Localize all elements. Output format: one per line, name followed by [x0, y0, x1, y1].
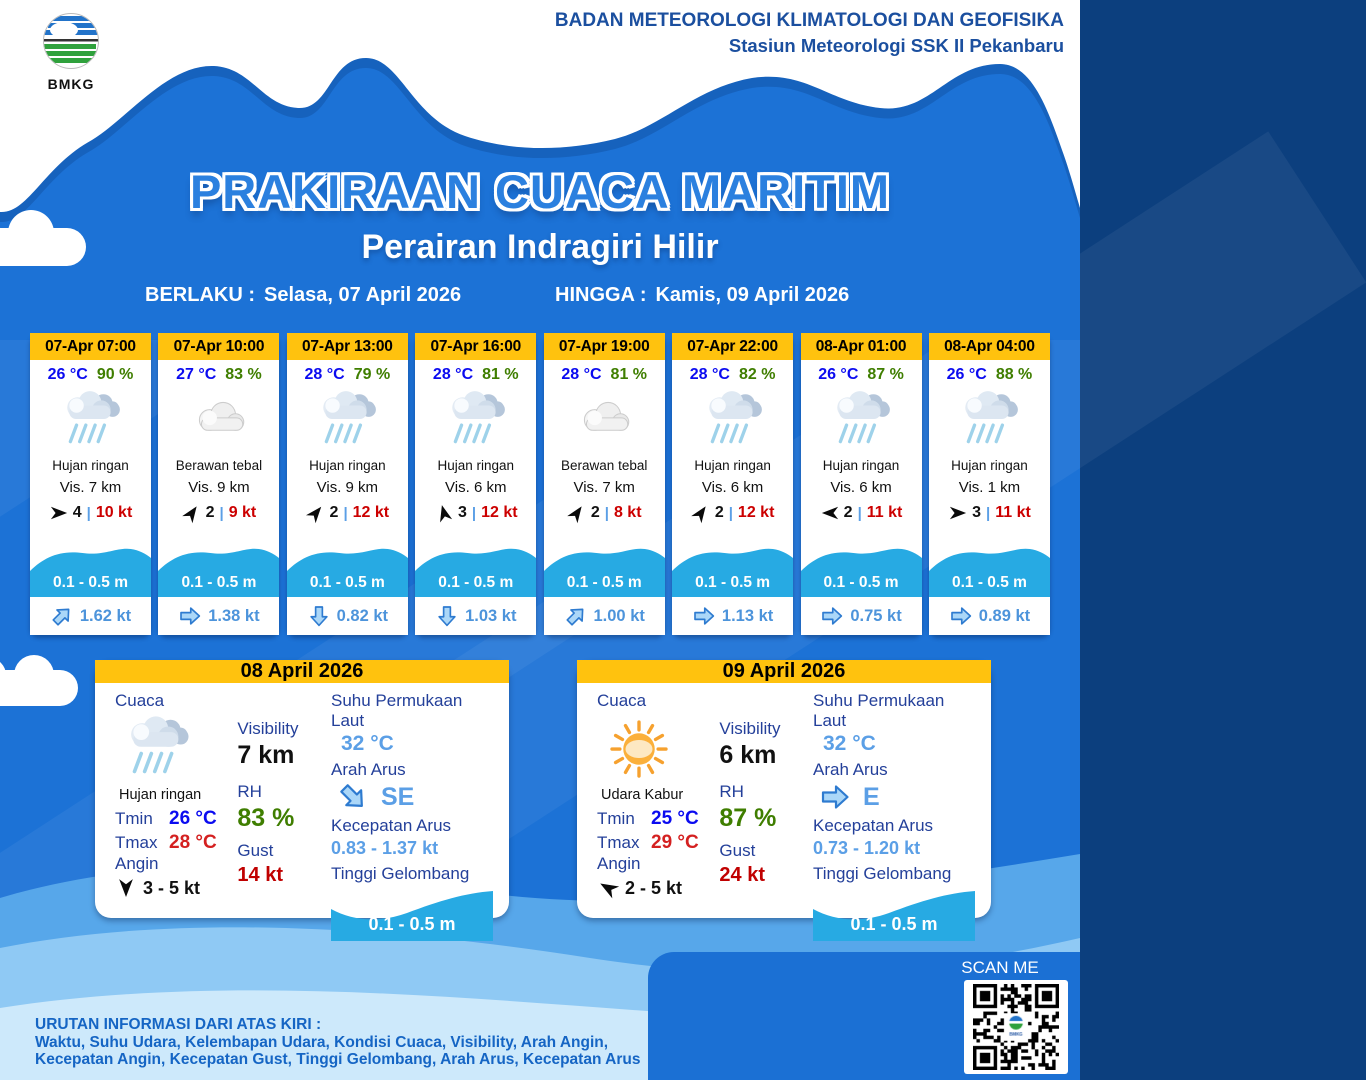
air-temperature: 26 °C — [47, 366, 88, 383]
visibility-value: 6 km — [730, 479, 764, 496]
current-direction-icon — [45, 599, 79, 633]
relative-humidity: 82 % — [738, 366, 776, 383]
visibility-column — [237, 691, 331, 941]
tmax-label: Tmax — [115, 833, 158, 852]
wind-range: 3 - 5 kt — [143, 877, 201, 898]
gust-value: 24 kt — [719, 864, 765, 886]
wind-direction-icon — [49, 503, 69, 523]
wind-direction-icon — [432, 501, 456, 525]
wind-speed: 12 kt — [352, 504, 390, 521]
wind-force: 2 — [205, 504, 215, 521]
gust-label: Gust — [719, 841, 756, 860]
legend-note-title: URUTAN INFORMASI DARI ATAS KIRI : — [35, 1016, 322, 1033]
current-speed: 0.89 kt — [978, 606, 1031, 625]
wind-speed: 11 kt — [995, 504, 1031, 521]
tmax-label: Tmax — [597, 833, 640, 852]
separator: | — [728, 504, 733, 522]
hourly-forecast-card — [929, 333, 1050, 635]
cuaca-label: Cuaca — [115, 691, 165, 710]
wind-row — [30, 503, 151, 523]
weather-icon — [801, 384, 922, 458]
weather-icon — [544, 384, 665, 458]
relative-humidity: 79 % — [353, 366, 391, 383]
weather-column — [115, 691, 237, 941]
area-subtitle: Perairan Indragiri Hilir — [361, 228, 719, 266]
visibility-label: Vis. — [573, 479, 599, 496]
current-direction-icon — [178, 604, 202, 628]
forecast-time: 08-Apr 01:00 — [801, 333, 922, 360]
bmkg-logo — [34, 12, 108, 92]
wave-height-label: Tinggi Gelombang — [813, 864, 952, 883]
temp-humidity-row — [415, 360, 536, 384]
weather-condition: Hujan ringan — [822, 458, 900, 473]
rh-value: 87 % — [719, 804, 777, 832]
scan-me-label: SCAN ME — [961, 958, 1039, 977]
weather-icon — [158, 384, 279, 458]
wave-height: 0.1 - 0.5 m — [438, 574, 514, 591]
temp-humidity-row — [929, 360, 1050, 384]
wave-height-label: Tinggi Gelombang — [331, 864, 470, 883]
relative-humidity: 83 % — [225, 366, 262, 383]
angin-label: Angin — [115, 854, 159, 873]
tmax-value: 29 °C — [651, 832, 699, 853]
wave-height-value: 0.1 - 0.5 m — [368, 914, 456, 934]
wind-force: 3 — [457, 504, 467, 521]
current-direction-icon — [949, 604, 973, 628]
visibility — [801, 479, 922, 496]
wave-height-band — [287, 545, 408, 597]
visibility-value: 6 km — [859, 479, 892, 496]
wave-height-band — [158, 545, 279, 597]
wind-speed: 10 kt — [95, 504, 133, 521]
tmax-value: 28 °C — [169, 832, 217, 853]
wind-direction-icon — [563, 499, 591, 527]
wave-height-band — [672, 545, 793, 597]
weather-icon — [597, 711, 719, 787]
relative-humidity: 81 % — [610, 366, 648, 383]
hourly-forecast-card — [544, 333, 665, 635]
current-row — [158, 597, 279, 635]
current-speed-label: Kecepatan Arus — [813, 816, 934, 835]
separator: | — [86, 504, 91, 522]
current-row — [929, 597, 1050, 635]
agency-header — [555, 10, 1064, 57]
temp-humidity-row — [30, 360, 151, 384]
relative-humidity: 90 % — [96, 366, 134, 383]
wind-speed: 12 kt — [737, 504, 775, 521]
current-row — [30, 597, 151, 635]
wind-force: 2 — [590, 504, 600, 521]
daily-forecast-card — [577, 660, 991, 934]
wind-force: 3 — [972, 504, 981, 521]
weather-icon — [929, 384, 1050, 458]
wave-height: 0.1 - 0.5 m — [309, 574, 385, 591]
hourly-forecast-card — [30, 333, 151, 635]
wind-force: 2 — [329, 504, 339, 521]
air-temperature: 28 °C — [432, 366, 474, 383]
bmkg-logo-label: BMKG — [47, 76, 95, 92]
wind-range: 2 - 5 kt — [625, 877, 683, 898]
visibility-value: 9 km — [345, 479, 379, 496]
wave-height-band — [544, 545, 665, 597]
wind-speed: 11 kt — [866, 504, 903, 521]
wave-height-band — [929, 545, 1050, 597]
wind-direction-icon — [115, 877, 137, 899]
valid-from: BERLAKU : Selasa, 07 April 2026 — [145, 284, 462, 306]
current-speed: 0.75 kt — [850, 606, 902, 625]
wave-height-band — [415, 545, 536, 597]
forecast-time: 07-Apr 13:00 — [287, 333, 408, 360]
hourly-forecast-card — [287, 333, 408, 635]
relative-humidity: 81 % — [482, 366, 519, 383]
visibility — [158, 479, 279, 496]
visibility-value: 7 km — [88, 479, 122, 496]
visibility — [30, 479, 151, 496]
weather-condition: Hujan ringan — [951, 458, 1028, 473]
sst-label: Suhu Permukaan Laut — [813, 691, 945, 730]
legend-note-line2: Kecepatan Angin, Kecepatan Gust, Tinggi Gelombang, Arah Arus, Kecepatan Arus — [35, 1051, 641, 1068]
wave-height: 0.1 - 0.5 m — [53, 574, 128, 591]
weather-condition: Berawan tebal — [561, 458, 648, 473]
daily-forecast-row — [95, 660, 990, 934]
current-direction-icon — [330, 774, 375, 819]
separator: | — [986, 504, 991, 522]
current-direction-icon — [692, 604, 716, 628]
current-speed-range: 0.83 - 1.37 kt — [331, 838, 439, 858]
hourly-forecast-card — [672, 333, 793, 635]
current-direction-label: Arah Arus — [813, 760, 888, 779]
air-temperature: 28 °C — [304, 366, 345, 383]
tmax-row — [597, 832, 719, 854]
air-temperature: 28 °C — [561, 366, 602, 383]
wave-height: 0.1 - 0.5 m — [695, 574, 771, 591]
weather-icon — [30, 384, 151, 458]
tmin-row — [597, 808, 719, 830]
wind-row — [415, 503, 536, 523]
wave-height-box — [813, 887, 975, 941]
weather-condition: Udara Kabur — [601, 787, 684, 803]
visibility-value: 7 km — [602, 479, 635, 496]
current-direction-icon — [820, 604, 844, 628]
current-direction-label: Arah Arus — [331, 760, 406, 779]
visibility-column — [719, 691, 813, 941]
wind-row — [115, 877, 237, 899]
current-speed: 0.82 kt — [336, 606, 389, 625]
visibility — [415, 479, 536, 496]
current-direction-icon — [435, 604, 459, 628]
weather-condition: Hujan ringan — [694, 458, 771, 473]
temp-humidity-row — [287, 360, 408, 384]
wave-height-value: 0.1 - 0.5 m — [850, 914, 938, 934]
hourly-forecast-card — [415, 333, 536, 635]
current-row — [415, 597, 536, 635]
temp-humidity-row — [158, 360, 279, 384]
wave-height-band — [801, 545, 922, 597]
visibility-label: Vis. — [316, 479, 342, 496]
visibility-label: Visibility — [719, 719, 781, 738]
separator: | — [343, 504, 348, 522]
wind-force: 2 — [843, 504, 853, 521]
cuaca-label: Cuaca — [597, 691, 647, 710]
tmax-row — [115, 832, 237, 854]
weather-icon — [672, 384, 793, 458]
forecast-time: 07-Apr 22:00 — [672, 333, 793, 360]
visibility-value: 6 km — [719, 741, 777, 769]
weather-condition: Hujan ringan — [309, 458, 386, 473]
visibility — [672, 479, 793, 496]
hourly-forecast-row — [30, 333, 1050, 635]
wave-height: 0.1 - 0.5 m — [823, 574, 899, 591]
visibility-label: Vis. — [701, 479, 727, 496]
wind-force: 2 — [714, 504, 724, 521]
air-temperature: 26 °C — [818, 366, 859, 383]
wind-speed: 9 kt — [228, 504, 257, 521]
legend-note-line1: Waktu, Suhu Udara, Kelembapan Udara, Kondisi Cuaca, Visibility, Arah Angin, — [35, 1033, 609, 1051]
current-speed: 1.13 kt — [721, 606, 774, 625]
page-title: PRAKIRAAN CUACA MARITIM — [189, 165, 891, 218]
wind-direction-icon — [593, 873, 623, 903]
wind-row — [158, 503, 279, 523]
current-direction-icon — [559, 599, 593, 633]
relative-humidity: 87 % — [867, 366, 904, 383]
wind-direction-icon — [178, 499, 206, 527]
weather-condition: Hujan ringan — [52, 458, 129, 473]
tmin-value: 25 °C — [651, 808, 699, 829]
current-row — [672, 597, 793, 635]
sst-value: 32 °C — [823, 732, 876, 755]
current-direction-icon — [819, 781, 851, 813]
visibility-value: 9 km — [217, 479, 250, 496]
rh-label: RH — [719, 782, 744, 801]
tmin-row — [115, 808, 237, 830]
wind-row — [672, 503, 793, 523]
visibility-value: 1 km — [987, 479, 1021, 496]
separator: | — [219, 504, 224, 522]
tmin-label: Tmin — [597, 809, 635, 828]
weather-condition: Hujan ringan — [437, 458, 515, 473]
gust-value: 14 kt — [237, 864, 283, 886]
rh-value: 83 % — [237, 804, 295, 832]
wave-height-box — [331, 887, 493, 941]
current-row — [544, 597, 665, 635]
visibility-label: Visibility — [237, 719, 299, 738]
forecast-time: 07-Apr 07:00 — [30, 333, 151, 360]
temp-humidity-row — [801, 360, 922, 384]
visibility-value: 7 km — [237, 741, 295, 769]
qr-code — [964, 980, 1068, 1074]
wind-row — [801, 503, 922, 523]
tmin-value: 26 °C — [169, 808, 217, 829]
wind-row — [544, 503, 665, 523]
wind-speed: 12 kt — [481, 504, 518, 521]
legend-note — [35, 1016, 640, 1069]
wind-direction-icon — [948, 503, 968, 523]
air-temperature: 26 °C — [946, 366, 987, 383]
visibility — [544, 479, 665, 496]
station-name: Stasiun Meteorologi SSK II Pekanbaru — [728, 35, 1064, 56]
current-direction-row — [819, 781, 977, 813]
current-speed: 1.62 kt — [79, 606, 132, 625]
wave-height: 0.1 - 0.5 m — [566, 574, 642, 591]
wind-force: 4 — [72, 504, 82, 521]
hourly-forecast-card — [801, 333, 922, 635]
forecast-time: 07-Apr 19:00 — [544, 333, 665, 360]
weather-icon — [287, 384, 408, 458]
wind-row — [597, 877, 719, 899]
relative-humidity: 88 % — [995, 366, 1033, 383]
cloud-decoration — [0, 670, 78, 706]
current-row — [801, 597, 922, 635]
current-speed: 1.38 kt — [208, 606, 260, 625]
gust-label: Gust — [237, 841, 274, 860]
temp-humidity-row — [672, 360, 793, 384]
sea-column — [331, 691, 495, 941]
visibility-label: Vis. — [445, 479, 470, 496]
rh-label: RH — [237, 782, 262, 801]
weather-column — [597, 691, 719, 941]
daily-date: 08 April 2026 — [95, 660, 509, 683]
visibility-label: Vis. — [958, 479, 984, 496]
daily-date: 09 April 2026 — [577, 660, 991, 683]
forecast-time: 07-Apr 16:00 — [415, 333, 536, 360]
hourly-forecast-card — [158, 333, 279, 635]
sst-label: Suhu Permukaan Laut — [331, 691, 463, 730]
separator: | — [857, 504, 862, 522]
wind-speed: 8 kt — [613, 504, 642, 521]
wave-height: 0.1 - 0.5 m — [181, 574, 257, 591]
current-speed-range: 0.73 - 1.20 kt — [813, 838, 921, 858]
weather-condition: Hujan ringan — [119, 787, 202, 803]
forecast-time: 07-Apr 10:00 — [158, 333, 279, 360]
bmkg-logo-icon — [42, 12, 100, 70]
current-direction-value: E — [863, 782, 880, 811]
visibility-label: Vis. — [59, 479, 85, 496]
wind-row — [287, 503, 408, 523]
weather-condition: Berawan tebal — [175, 458, 263, 473]
valid-to: HINGGA : Kamis, 09 April 2026 — [555, 284, 850, 306]
sea-column — [813, 691, 977, 941]
current-direction-icon — [307, 604, 331, 628]
wind-direction-icon — [687, 499, 715, 527]
current-speed: 1.03 kt — [465, 606, 517, 625]
current-row — [287, 597, 408, 635]
wave-height-band — [30, 545, 151, 597]
angin-label: Angin — [597, 854, 641, 873]
daily-forecast-card — [95, 660, 509, 934]
wind-row — [929, 503, 1050, 523]
wave-height: 0.1 - 0.5 m — [951, 574, 1027, 591]
agency-name: BADAN METEOROLOGI KLIMATOLOGI DAN GEOFISIKA — [554, 10, 1064, 31]
visibility-label: Vis. — [830, 479, 856, 496]
visibility-label: Vis. — [188, 479, 213, 496]
daily-card-body — [95, 683, 509, 951]
wind-direction-icon — [820, 503, 840, 523]
air-temperature: 27 °C — [176, 366, 217, 383]
current-direction-row — [337, 781, 495, 813]
forecast-time: 08-Apr 04:00 — [929, 333, 1050, 360]
sst-value: 32 °C — [341, 732, 394, 755]
air-temperature: 28 °C — [689, 366, 730, 383]
current-speed-label: Kecepatan Arus — [331, 816, 452, 835]
separator: | — [471, 504, 477, 522]
weather-icon — [415, 384, 536, 458]
weather-icon — [115, 711, 237, 787]
visibility — [287, 479, 408, 496]
separator: | — [604, 504, 609, 522]
current-speed: 1.00 kt — [593, 606, 645, 625]
visibility-value: 6 km — [473, 479, 507, 496]
visibility — [929, 479, 1050, 496]
qr-panel — [648, 952, 1080, 1080]
temp-humidity-row — [544, 360, 665, 384]
daily-card-body — [577, 683, 991, 951]
current-direction-value: SE — [381, 782, 415, 811]
wind-direction-icon — [301, 499, 329, 527]
tmin-label: Tmin — [115, 809, 153, 828]
